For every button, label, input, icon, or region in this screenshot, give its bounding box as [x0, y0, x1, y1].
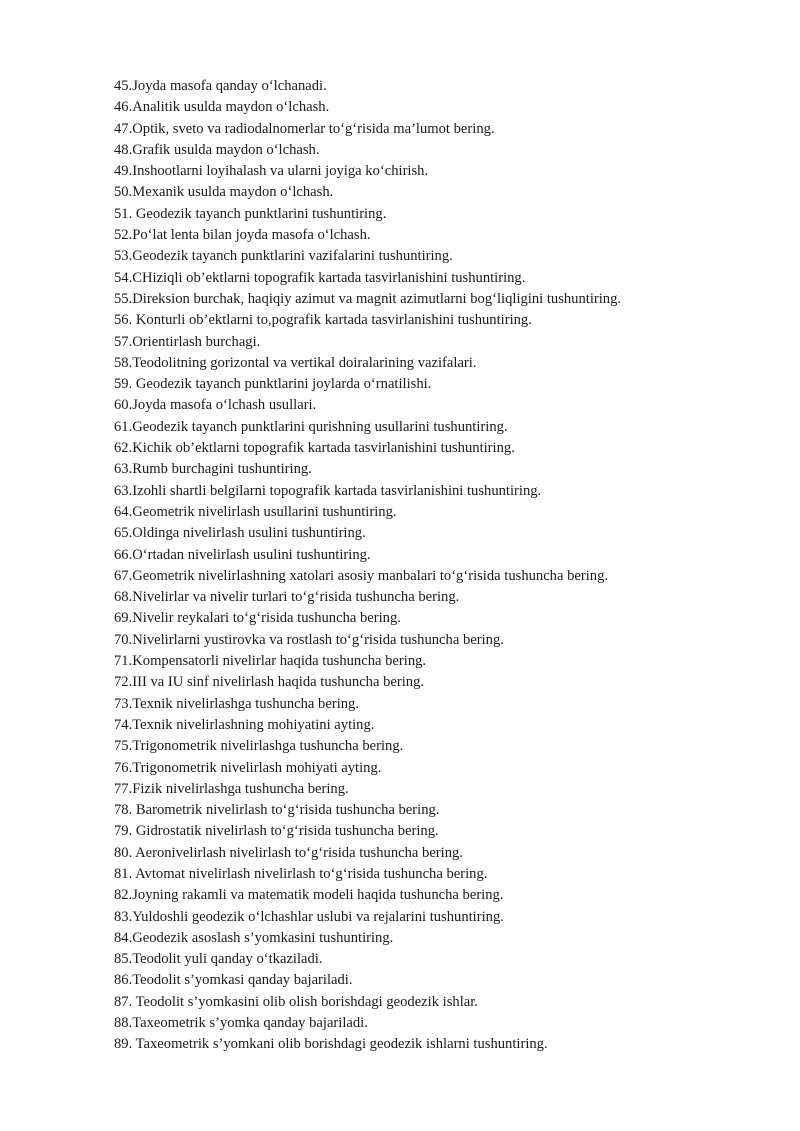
- question-item: 67.Geometrik nivelirlashning xatolari asosiy manbalari to‘g‘risida tushuncha bering.: [114, 567, 609, 584]
- question-item: 56. Konturli ob’ektlarni to,pografik kartada tasvirlanishini tushuntiring.: [114, 312, 532, 329]
- question-item: 62.Kichik ob’ektlarni topografik kartada tasvirlanishini tushuntiring.: [114, 440, 515, 457]
- question-item: 77.Fizik nivelirlashga tushuncha bering.: [114, 780, 349, 797]
- question-item: 78. Barometrik nivelirlash to‘g‘risida tushuncha bering.: [114, 802, 440, 819]
- question-item: 61.Geodezik tayanch punktlarini qurishning usullarini tushuntiring.: [114, 418, 508, 435]
- question-item: 88.Taxeometrik s’yomka qanday bajariladi.: [114, 1015, 368, 1032]
- question-item: 50.Mexanik usulda maydon o‘lchash.: [114, 184, 334, 201]
- question-item: 87. Teodolit s’yomkasini olib olish borishdagi geodezik ishlar.: [114, 993, 478, 1010]
- question-item: 49.Inshootlarni loyihalash va ularni joyiga ko‘chirish.: [114, 163, 429, 180]
- question-item: 57.Orientirlash burchagi.: [114, 333, 261, 350]
- question-item: 69.Nivelir reykalari to‘g‘risida tushuncha bering.: [114, 610, 401, 627]
- question-item: 66.O‘rtadan nivelirlash usulini tushuntiring.: [114, 546, 371, 563]
- question-item: 58.Teodolitning gorizontal va vertikal doiralarining vazifalari.: [114, 354, 477, 371]
- question-item: 63.Izohli shartli belgilarni topografik kartada tasvirlanishini tushuntiring.: [114, 482, 542, 499]
- question-item: 71.Kompensatorli nivelirlar haqida tushuncha bering.: [114, 653, 427, 670]
- question-list: [114, 76, 754, 1056]
- question-item: 51. Geodezik tayanch punktlarini tushuntiring.: [114, 205, 387, 222]
- question-item: 48.Grafik usulda maydon o‘lchash.: [114, 141, 320, 158]
- question-item: 55.Direksion burchak, haqiqiy azimut va magnit azimutlarni bog‘liqligini tushuntiring.: [114, 290, 622, 307]
- question-item: 84.Geodezik asoslash s’yomkasini tushuntiring.: [114, 929, 394, 946]
- question-item: 65.Oldinga nivelirlash usulini tushuntiring.: [114, 525, 366, 542]
- question-item: 79. Gidrostatik nivelirlash to‘g‘risida tushuncha bering.: [114, 823, 439, 840]
- question-item: 59. Geodezik tayanch punktlarini joylarda o‘rnatilishi.: [114, 376, 432, 393]
- question-item: 68.Nivelirlar va nivelir turlari to‘g‘risida tushuncha bering.: [114, 589, 460, 606]
- question-item: 83.Yuldoshli geodezik o‘lchashlar uslubi va rejalarini tushuntiring.: [114, 908, 504, 925]
- question-item: 53.Geodezik tayanch punktlarini vazifalarini tushuntiring.: [114, 248, 453, 265]
- question-item: 46.Analitik usulda maydon o‘lchash.: [114, 99, 330, 116]
- question-item: 76.Trigonometrik nivelirlash mohiyati ayting.: [114, 759, 382, 776]
- question-item: 73.Texnik nivelirlashga tushuncha bering.: [114, 695, 359, 712]
- question-item: 80. Aeronivelirlash nivelirlash to‘g‘risida tushuncha bering.: [114, 844, 463, 861]
- question-item: 86.Teodolit s’yomkasi qanday bajariladi.: [114, 972, 353, 989]
- question-item: 47.Optik, sveto va radiodalnomerlar to‘g‘risida ma’lumot bering.: [114, 120, 495, 137]
- question-item: 70.Nivelirlarni yustirovka va rostlash to‘g‘risida tushuncha bering.: [114, 631, 504, 648]
- question-item: 72.III va IU sinf nivelirlash haqida tushuncha bering.: [114, 674, 425, 691]
- question-item: 45.Joyda masofa qanday o‘lchanadi.: [114, 78, 327, 94]
- question-item: 74.Texnik nivelirlashning mohiyatini ayting.: [114, 716, 375, 733]
- question-item: 52.Po‘lat lenta bilan joyda masofa o‘lchash.: [114, 227, 371, 244]
- question-item: 82.Joyning rakamli va matematik modeli haqida tushuncha bering.: [114, 887, 504, 904]
- question-item: 64.Geometrik nivelirlash usullarini tushuntiring.: [114, 503, 397, 520]
- question-item: 85.Teodolit yuli qanday o‘tkaziladi.: [114, 951, 323, 968]
- question-item: 60.Joyda masofa o‘lchash usullari.: [114, 397, 317, 414]
- question-item: 75.Trigonometrik nivelirlashga tushuncha bering.: [114, 738, 404, 755]
- question-item: 63.Rumb burchagini tushuntiring.: [114, 461, 312, 478]
- question-item: 89. Taxeometrik s’yomkani olib borishdagi geodezik ishlarni tushuntiring.: [114, 1036, 548, 1053]
- question-item: 54.CHiziqli ob’ektlarni topografik kartada tasvirlanishini tushuntiring.: [114, 269, 526, 286]
- question-item: 81. Avtomat nivelirlash nivelirlash to‘g‘risida tushuncha bering.: [114, 865, 488, 882]
